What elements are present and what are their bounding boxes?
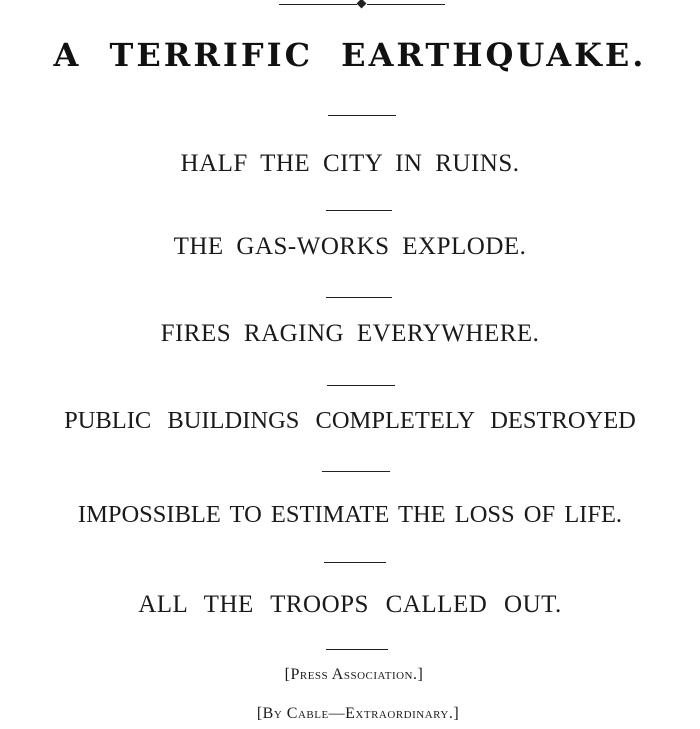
deck-line-4: PUBLIC BUILDINGS COMPLETELY DESTROYED <box>64 407 636 434</box>
separator-rule <box>326 649 388 650</box>
separator-rule <box>327 385 395 386</box>
diamond-ornament-icon <box>357 0 367 8</box>
separator-rule <box>326 297 392 298</box>
deck-line-2: THE GAS-WORKS EXPLODE. <box>173 233 527 260</box>
separator-rule <box>322 471 390 472</box>
headline-title: A TERRIFIC EARTHQUAKE. <box>53 36 647 74</box>
source-credit: [Press Association.] <box>284 666 424 683</box>
top-ornament-rule <box>279 0 445 10</box>
deck-line-1: HALF THE CITY IN RUINS. <box>180 150 520 177</box>
ornament-line-left <box>279 4 357 5</box>
separator-rule <box>326 210 392 211</box>
separator-rule <box>328 115 396 116</box>
deck-line-6: ALL THE TROOPS CALLED OUT. <box>138 591 562 618</box>
separator-rule <box>324 562 386 563</box>
deck-line-3: FIRES RAGING EVERYWHERE. <box>160 320 540 347</box>
ornament-line-right <box>367 4 445 5</box>
dateline-credit: [By Cable—Extraordinary.] <box>256 705 460 722</box>
deck-line-5: IMPOSSIBLE TO ESTIMATE THE LOSS OF LIFE. <box>77 501 623 528</box>
